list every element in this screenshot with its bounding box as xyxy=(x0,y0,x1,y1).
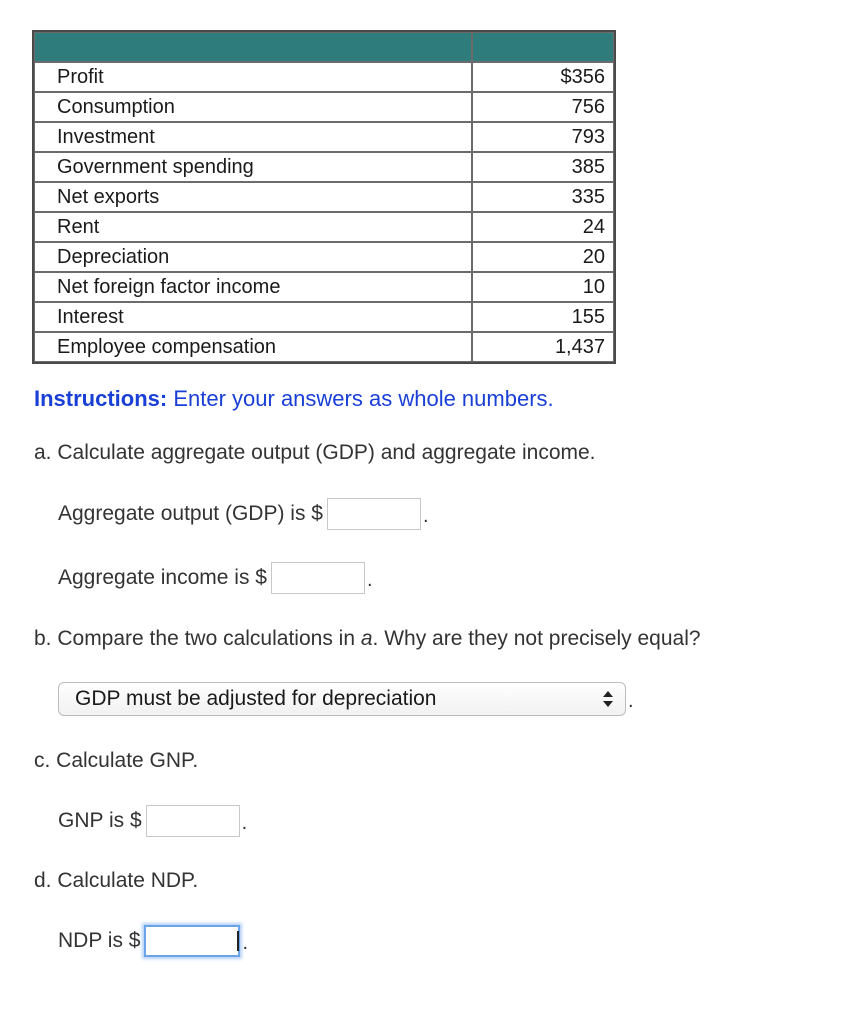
table-row xyxy=(34,92,614,122)
table-row xyxy=(34,152,614,182)
row-label: Net foreign factor income xyxy=(34,272,472,302)
table-row xyxy=(34,182,614,212)
table-row xyxy=(34,332,614,362)
row-value: 1,437 xyxy=(472,332,614,362)
instructions-body: Enter your answers as whole numbers. xyxy=(167,386,554,411)
row-label: Consumption xyxy=(34,92,472,122)
row-value: 10 xyxy=(472,272,614,302)
row-label: Interest xyxy=(34,302,472,332)
table-row xyxy=(34,272,614,302)
row-label: Depreciation xyxy=(34,242,472,272)
question-c-text: c. Calculate GNP. xyxy=(34,749,199,772)
row-value: 335 xyxy=(472,182,614,212)
question-b-after: . Why are they not precisely equal? xyxy=(372,627,701,650)
row-value: 155 xyxy=(472,302,614,332)
question-b-text xyxy=(34,627,701,651)
gdp-answer-label: Aggregate output (GDP) is $ xyxy=(58,502,323,525)
income-answer-label: Aggregate income is $ xyxy=(58,566,267,589)
question-b-before: b. Compare the two calculations in xyxy=(34,627,361,650)
table-header-value-cell xyxy=(472,32,614,62)
up-down-chevron-icon xyxy=(597,688,619,710)
table-row xyxy=(34,122,614,152)
question-d-text: d. Calculate NDP. xyxy=(34,869,199,892)
row-value: $356 xyxy=(472,62,614,92)
table-header-row xyxy=(34,32,614,62)
ndp-answer-row xyxy=(58,925,248,957)
row-label: Employee compensation xyxy=(34,332,472,362)
gnp-answer-row xyxy=(58,805,247,837)
income-answer-row xyxy=(58,562,373,594)
row-label: Government spending xyxy=(34,152,472,182)
row-value: 385 xyxy=(472,152,614,182)
text-cursor xyxy=(237,931,239,951)
select-selected-value: GDP must be adjusted for depreciation xyxy=(75,687,437,710)
table-row xyxy=(34,62,614,92)
income-input[interactable] xyxy=(271,562,365,594)
row-value: 24 xyxy=(472,212,614,242)
row-label: Profit xyxy=(34,62,472,92)
ndp-input[interactable] xyxy=(144,925,240,957)
row-label: Rent xyxy=(34,212,472,242)
table-row xyxy=(34,212,614,242)
gdp-period: . xyxy=(422,505,429,527)
instructions-prefix: Instructions: xyxy=(34,386,168,411)
table-row xyxy=(34,242,614,272)
question-b-emphasis: a xyxy=(360,627,373,650)
depreciation-reason-select[interactable] xyxy=(58,682,626,716)
row-value: 756 xyxy=(472,92,614,122)
ndp-period: . xyxy=(242,932,249,954)
row-value: 20 xyxy=(472,242,614,272)
gdp-data-table xyxy=(32,30,616,364)
gnp-answer-label: GNP is $ xyxy=(58,809,142,832)
select-period: . xyxy=(628,690,634,712)
income-period: . xyxy=(366,569,373,591)
gnp-period: . xyxy=(241,812,248,834)
table-row xyxy=(34,302,614,332)
ndp-answer-label: NDP is $ xyxy=(58,929,141,952)
table-header-label-cell xyxy=(34,32,472,62)
gdp-input[interactable] xyxy=(327,498,421,530)
row-value: 793 xyxy=(472,122,614,152)
row-label: Net exports xyxy=(34,182,472,212)
instructions-text xyxy=(34,386,554,412)
gnp-input[interactable] xyxy=(146,805,240,837)
gdp-answer-row xyxy=(58,498,429,530)
row-label: Investment xyxy=(34,122,472,152)
question-a-text: a. Calculate aggregate output (GDP) and aggregate income. xyxy=(34,441,596,464)
